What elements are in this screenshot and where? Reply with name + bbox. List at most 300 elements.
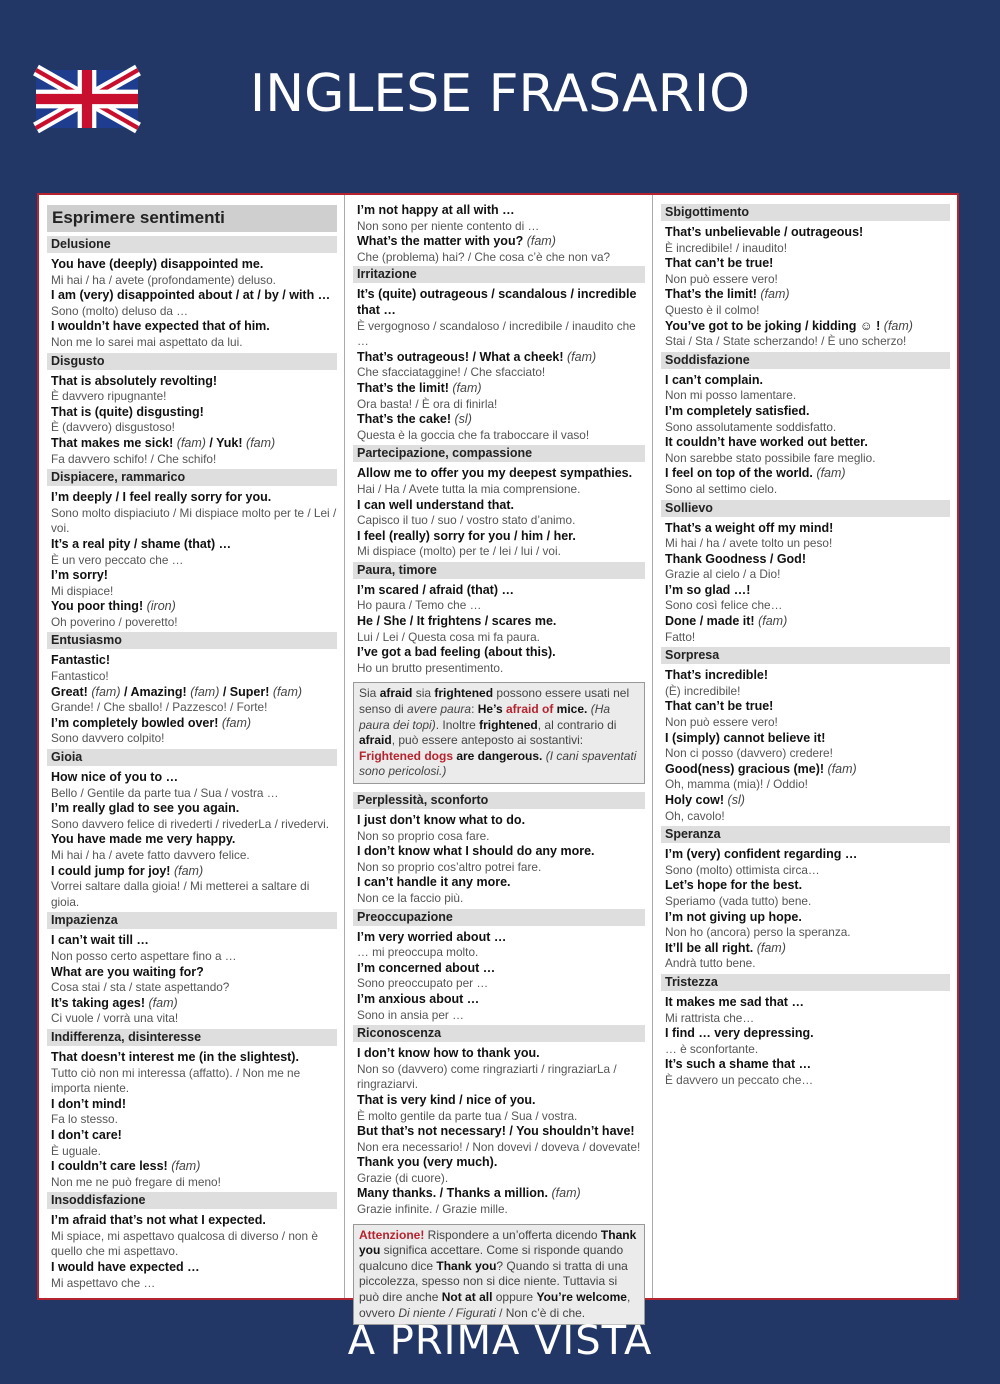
phrase-text: That’s the limit!	[357, 380, 449, 395]
italian-translation: Tutto ciò non mi interessa (affatto). / Non me ne importa niente.	[51, 1065, 301, 1096]
italian-translation: Lui / Lei / Questa cosa mi fa paura.	[357, 629, 540, 644]
italian-translation: Grazie al cielo / a Dio!	[665, 567, 781, 582]
register-tag: (fam)	[221, 715, 252, 730]
english-phrase	[353, 1046, 645, 1062]
english-phrase	[47, 257, 337, 273]
english-phrase	[661, 583, 950, 599]
italian-translation: Sono in ansia per …	[357, 1007, 464, 1022]
phrase-text: You’ve got to be joking / kidding ☺ !	[665, 318, 881, 333]
phrase-text: I couldn’t care less!	[51, 1159, 168, 1174]
english-phrase	[353, 412, 645, 428]
italian-translation: Non era necessario! / Non dovevi / doveva / dovevate!	[357, 1139, 641, 1154]
italian-translation: Grazie (di cuore).	[357, 1170, 449, 1185]
italian-translation: Sono così felice che…	[665, 598, 783, 613]
italian-translation: (È) incredibile!	[665, 683, 741, 698]
note-italic: Di niente / Figurati	[398, 1305, 496, 1320]
english-phrase	[353, 498, 645, 514]
register-tag: (fam)	[272, 684, 303, 699]
section-heading: Sorpresa	[661, 647, 950, 664]
english-phrase	[47, 490, 337, 506]
phrase-text: That’s the limit!	[665, 287, 757, 302]
main-heading: Esprimere sentimenti	[47, 205, 337, 232]
phrase-text: I’m concerned about …	[357, 960, 496, 975]
english-phrase	[661, 910, 950, 926]
register-tag: (fam)	[148, 995, 178, 1010]
phrase-text: That’s unbelievable / outrageous!	[665, 225, 864, 239]
phrase-text: It’s taking ages!	[51, 995, 146, 1010]
register-tag: (fam)	[452, 380, 482, 395]
note-bold: are dangerous.	[453, 748, 543, 763]
section	[353, 1025, 645, 1218]
section	[661, 647, 950, 824]
column-3-sections	[661, 204, 950, 1089]
english-phrase	[353, 583, 645, 599]
phrase-text: I’m afraid that’s not what I expected.	[51, 1213, 266, 1228]
phrase-text: / Amazing!	[120, 684, 187, 699]
english-phrase	[47, 537, 337, 553]
section	[353, 792, 645, 907]
note-text: :	[471, 702, 478, 717]
italian-translation: Speriamo (vada tutto) bene.	[665, 893, 812, 908]
italian-translation: Non sarebbe stato possibile fare meglio.	[665, 450, 876, 465]
section	[47, 912, 337, 1027]
english-phrase	[47, 864, 337, 880]
phrase-text: That’s outrageous! / What a cheek!	[357, 349, 564, 364]
english-phrase	[661, 1057, 950, 1073]
italian-translation: Fatto!	[665, 629, 696, 644]
italian-translation: Sono (molto) ottimista circa…	[665, 862, 820, 877]
phrase-text: I don’t know how to thank you.	[357, 1046, 540, 1061]
phrase-text: I’m scared / afraid (that) …	[357, 582, 514, 597]
italian-translation: Andrà tutto bene.	[665, 956, 756, 971]
phrase-text: That’s the cake!	[357, 412, 452, 427]
phrase-text: That makes me sick!	[51, 435, 174, 450]
english-phrase	[353, 287, 645, 318]
italian-translation: Ho un brutto presentimento.	[357, 660, 504, 675]
phrase-text: I can’t complain.	[665, 372, 763, 387]
english-phrase	[47, 599, 337, 615]
phrase-text: Thank you (very much).	[357, 1155, 498, 1170]
english-phrase	[661, 614, 950, 630]
english-phrase	[353, 930, 645, 946]
section	[661, 826, 950, 972]
register-tag: (fam)	[190, 684, 220, 699]
section-heading: Insoddisfazione	[47, 1192, 337, 1209]
english-phrase	[353, 529, 645, 545]
section-heading: Indifferenza, disinteresse	[47, 1029, 337, 1046]
english-phrase	[47, 374, 337, 390]
section-heading: Partecipazione, compassione	[353, 445, 645, 462]
english-phrase	[353, 844, 645, 860]
register-tag: (fam)	[827, 761, 857, 776]
phrase-text: I’m (very) confident regarding …	[665, 847, 858, 862]
italian-translation: Sono (molto) deluso da …	[51, 303, 189, 318]
english-phrase	[47, 405, 337, 421]
section	[47, 236, 337, 351]
register-tag: (fam)	[176, 435, 206, 450]
section-heading: Disgusto	[47, 353, 337, 370]
note-bold: Thank you	[436, 1258, 497, 1273]
italian-translation: Non so proprio cosa fare.	[357, 828, 490, 843]
italian-translation: Non me lo sarei mai aspettato da lui.	[51, 334, 243, 349]
note-highlight: Attenzione!	[359, 1227, 425, 1242]
register-tag: (fam)	[816, 466, 846, 481]
phrase-text: I’m completely bowled over!	[51, 715, 219, 730]
phrase-text: I don’t mind!	[51, 1096, 126, 1111]
phrase-text: It’s a real pity / shame (that) …	[51, 536, 232, 551]
note-thank-you	[353, 1224, 645, 1326]
register-tag: (fam)	[760, 287, 790, 302]
section-heading: Gioia	[47, 749, 337, 766]
phrase-text: I (simply) cannot believe it!	[665, 730, 826, 745]
note-bold: afraid	[379, 686, 413, 701]
english-phrase	[47, 436, 337, 452]
register-tag: (fam)	[526, 234, 556, 249]
italian-translation: È (davvero) disgustoso!	[51, 420, 175, 435]
phrase-text: But that’s not necessary! / You shouldn’t have!	[357, 1124, 635, 1139]
italian-translation: Sono preoccupato per …	[357, 976, 489, 991]
phrase-text: I find … very depressing.	[665, 1026, 814, 1041]
italian-translation: Grazie infinite. / Grazie mille.	[357, 1202, 508, 1217]
phrasebook-panel	[37, 193, 959, 1320]
italian-translation: Non so proprio cos’altro potrei fare.	[357, 859, 542, 874]
phrase-text: You have (deeply) disappointed me.	[51, 257, 264, 271]
section	[47, 1192, 337, 1291]
register-tag: (fam)	[246, 435, 276, 450]
phrase-text: Great!	[51, 684, 88, 699]
english-phrase	[353, 992, 645, 1008]
italian-translation: Sono davvero colpito!	[51, 731, 165, 746]
phrase-text: It couldn’t have worked out better.	[665, 435, 868, 450]
section	[47, 353, 337, 468]
english-phrase	[661, 699, 950, 715]
english-phrase	[47, 685, 337, 701]
english-phrase	[661, 404, 950, 420]
column-1-sections	[47, 236, 337, 1291]
english-phrase	[353, 614, 645, 630]
english-phrase	[353, 875, 645, 891]
phrase-text: It’s such a shame that …	[665, 1057, 812, 1072]
italian-translation: Ora basta! / È ora di finirla!	[357, 396, 498, 411]
phrase-text: What are you waiting for?	[51, 964, 204, 979]
english-phrase	[47, 965, 337, 981]
english-phrase	[661, 287, 950, 303]
column-2-intro	[353, 203, 645, 265]
english-phrase	[47, 1213, 337, 1229]
phrase-text: I just don’t know what to do.	[357, 813, 526, 827]
phrase-text: I don’t care!	[51, 1127, 122, 1142]
section-heading: Entusiasmo	[47, 632, 337, 649]
italian-translation: Questo è il colmo!	[665, 302, 760, 317]
column-2-sections-b	[353, 792, 645, 1218]
italian-translation: Non sono per niente contento di …	[357, 218, 540, 233]
register-tag: (sl)	[454, 412, 472, 427]
column-2	[345, 195, 653, 1320]
phrase-text: Let’s hope for the best.	[665, 878, 803, 893]
english-phrase	[661, 256, 950, 272]
english-phrase	[353, 381, 645, 397]
english-phrase	[661, 1026, 950, 1042]
note-highlight: afraid of	[506, 702, 554, 717]
phrase-text: I feel on top of the world.	[665, 466, 813, 481]
english-phrase	[47, 1097, 337, 1113]
english-phrase	[661, 731, 950, 747]
english-phrase	[661, 225, 950, 241]
phrase-text: I can’t wait till …	[51, 933, 149, 948]
section	[47, 749, 337, 910]
phrase-text: That is very kind / nice of you.	[357, 1092, 536, 1107]
register-tag: (fam)	[567, 349, 597, 364]
italian-translation: Mi dispiace!	[51, 583, 114, 598]
note-italic: (I cani spaventati sono pericolosi.)	[359, 748, 637, 779]
column-2-sections-a	[353, 266, 645, 676]
phrase-text: I am (very) disappointed about / at / by / with …	[51, 288, 331, 303]
note-bold: afraid	[359, 733, 392, 748]
phrase-text: I don’t know what I should do any more.	[357, 844, 595, 859]
note-text: . Inoltre	[435, 717, 480, 732]
italian-translation: Sono assolutamente soddisfatto.	[665, 419, 837, 434]
italian-translation: È davvero ripugnante!	[51, 389, 167, 404]
note-text: possono essere usati nel senso di	[359, 686, 630, 717]
phrase-text: I would have expected …	[51, 1260, 200, 1275]
italian-translation: Non so (davvero) come ringraziarti / ringraziarLa / ringraziarvi.	[357, 1061, 617, 1092]
phrase-text: Allow me to offer you my deepest sympathies.	[357, 466, 633, 481]
phrase-text: Fantastic!	[51, 653, 111, 668]
italian-translation: Oh, cavolo!	[665, 808, 725, 823]
phrase-text: I’m so glad …!	[665, 582, 751, 597]
italian-translation: … è sconfortante.	[665, 1041, 759, 1056]
english-phrase	[47, 933, 337, 949]
phrase-text: He / She / It frightens / scares me.	[357, 614, 557, 629]
phrase-text: That is absolutely revolting!	[51, 373, 217, 388]
section	[47, 469, 337, 630]
english-phrase	[47, 568, 337, 584]
phrase-text: I’m sorry!	[51, 568, 108, 583]
section	[47, 1029, 337, 1190]
italian-translation: Che sfacciataggine! / Che sfacciato!	[357, 365, 546, 380]
italian-translation: Sono molto dispiaciuto / Mi dispiace molto per te / Lei / voi.	[51, 505, 337, 536]
phrase-text: What’s the matter with you?	[357, 234, 524, 249]
italian-translation: Hai / Ha / Avete tutta la mia comprensione.	[357, 481, 581, 496]
section	[353, 266, 645, 443]
english-phrase	[661, 995, 950, 1011]
english-phrase	[661, 319, 950, 335]
phrase-text: I feel (really) sorry for you / him / her.	[357, 528, 576, 543]
section	[661, 204, 950, 350]
phrase-text: I’m not happy at all with …	[357, 203, 515, 217]
italian-translation: … mi preoccupa molto.	[357, 945, 479, 960]
phrase-text: That’s a weight off my mind!	[665, 520, 834, 535]
italian-translation: Non mi posso lamentare.	[665, 388, 797, 403]
note-italic: (Ha paura dei topi)	[359, 702, 611, 732]
english-phrase	[47, 1128, 337, 1144]
italian-translation: Sono davvero felice di rivederti / rivederLa / rivedervi.	[51, 816, 330, 831]
section-heading: Soddisfazione	[661, 352, 950, 369]
english-phrase	[353, 1124, 645, 1140]
english-phrase	[353, 234, 645, 250]
italian-translation: È uguale.	[51, 1143, 101, 1158]
english-phrase	[353, 1093, 645, 1109]
register-tag: (fam)	[171, 1159, 201, 1174]
italian-translation: Non può essere vero!	[665, 715, 778, 730]
section	[353, 909, 645, 1024]
english-phrase	[661, 941, 950, 957]
phrase-text: I’m very worried about …	[357, 929, 507, 944]
english-phrase	[47, 996, 337, 1012]
english-phrase	[47, 1260, 337, 1276]
italian-translation: Sono al settimo cielo.	[665, 481, 778, 496]
italian-translation: Capisco il tuo / suo / vostro stato d’animo.	[357, 513, 576, 528]
phrase-text: I’m anxious about …	[357, 991, 480, 1006]
note-bold: He’s	[477, 702, 506, 717]
english-phrase	[47, 832, 337, 848]
english-phrase	[47, 1050, 337, 1066]
english-phrase	[661, 373, 950, 389]
english-phrase	[47, 319, 337, 335]
register-tag: (fam)	[173, 863, 204, 878]
italian-translation: Mi hai / ha / avete (profondamente) deluso.	[51, 272, 276, 287]
italian-translation: Grande! / Che sballo! / Pazzesco! / Forte!	[51, 700, 268, 715]
note-text: , al contrario di	[537, 717, 617, 732]
italian-translation: Fa davvero schifo! / Che schifo!	[51, 451, 217, 466]
section	[661, 352, 950, 498]
column-1	[39, 195, 345, 1298]
italian-translation: Mi rattrista che…	[665, 1010, 755, 1025]
note-bold: Not at all	[441, 1290, 493, 1305]
section-heading: Impazienza	[47, 912, 337, 929]
phrase-text: I’m really glad to see you again.	[51, 801, 240, 816]
phrase-text: You have made me very happy.	[51, 832, 236, 847]
english-phrase	[353, 1186, 645, 1202]
italian-translation: Mi aspettavo che …	[51, 1275, 156, 1290]
section	[47, 632, 337, 747]
section-heading: Tristezza	[661, 974, 950, 991]
note-text: ? Quando si tratta di una piccolezza, spesso non si dice niente. Tuttavia si può dire anche	[359, 1258, 628, 1305]
phrase-text: I’m not giving up hope.	[665, 909, 802, 924]
italian-translation: Ho paura / Temo che …	[357, 598, 482, 613]
phrase-text: Many thanks. / Thanks a million.	[357, 1186, 549, 1201]
section-heading: Perplessità, sconforto	[353, 792, 645, 809]
phrase-text: That can’t be true!	[665, 256, 774, 271]
italian-translation: È vergognoso / scandaloso / incredibile / inaudito che …	[357, 318, 636, 349]
column-3	[653, 195, 957, 1298]
section	[661, 500, 950, 646]
italian-translation: È incredibile! / inaudito!	[665, 240, 787, 255]
section-heading: Sbigottimento	[661, 204, 950, 221]
note-text: , può essere anteposto ai sostantivi:	[391, 733, 584, 748]
italian-translation: Stai / Sta / State scherzando! / È uno scherzo!	[665, 334, 907, 349]
italian-translation: Mi spiace, mi aspettavo qualcosa di diverso / non è quello che mi aspettavo.	[51, 1228, 318, 1259]
section-heading: Irritazione	[353, 266, 645, 283]
italian-translation: È davvero un peccato che…	[665, 1072, 814, 1087]
note-text: Rispondere a un’offerta dicendo	[424, 1227, 601, 1242]
english-phrase	[353, 466, 645, 482]
register-tag: (sl)	[727, 793, 745, 807]
italian-translation: Oh, mamma (mia)! / Oddio!	[665, 777, 808, 792]
italian-translation: Non ci posso (davvero) credere!	[665, 746, 833, 761]
phrase-text: Done / made it!	[665, 614, 755, 629]
italian-translation: Vorrei saltare dalla gioia! / Mi metterei a saltare di gioia.	[51, 879, 310, 909]
section-heading: Preoccupazione	[353, 909, 645, 926]
note-text: , ovvero	[359, 1290, 631, 1320]
english-phrase	[353, 813, 645, 829]
english-phrase	[47, 288, 337, 304]
italian-translation: Questa è la goccia che fa traboccare il vaso!	[357, 427, 590, 442]
phrase-text: That is (quite) disgusting!	[51, 404, 204, 419]
english-phrase	[353, 1155, 645, 1171]
phrase-text: Holy cow!	[665, 793, 725, 807]
page-title: INGLESE FRASARIO	[249, 64, 751, 124]
register-tag: (iron)	[146, 599, 176, 614]
section-heading: Speranza	[661, 826, 950, 843]
english-phrase	[47, 653, 337, 669]
section	[661, 974, 950, 1089]
section-heading: Dispiacere, rammarico	[47, 469, 337, 486]
english-phrase	[47, 1159, 337, 1175]
note-italic: avere paura	[407, 702, 472, 717]
phrase-text: I’ve got a bad feeling (about this).	[357, 645, 556, 660]
phrase-text: I’m completely satisfied.	[665, 403, 810, 418]
english-phrase	[661, 466, 950, 482]
note-text: oppure	[492, 1290, 537, 1305]
section-heading: Riconoscenza	[353, 1025, 645, 1042]
italian-translation: Che (problema) hai? / Che cosa c’è che non va?	[357, 249, 611, 264]
note-text: sia	[412, 686, 435, 701]
note-bold: mice.	[553, 702, 588, 717]
english-phrase	[661, 847, 950, 863]
phrase-text: It’ll be all right.	[665, 940, 754, 955]
italian-translation: Fantastico!	[51, 669, 109, 684]
english-phrase	[353, 203, 645, 219]
english-phrase	[661, 435, 950, 451]
note-bold: You’re welcome	[536, 1290, 627, 1305]
phrase-text: That’s incredible!	[665, 668, 769, 683]
section	[353, 562, 645, 677]
register-tag: (fam)	[883, 318, 913, 333]
footer-brand: A PRIMA VISTA	[347, 1318, 653, 1364]
phrase-text: How nice of you to …	[51, 770, 179, 785]
phrase-text: I could jump for joy!	[51, 863, 171, 878]
register-tag: (fam)	[758, 614, 788, 629]
italian-translation: Cosa stai / sta / state aspettando?	[51, 980, 230, 995]
section-heading: Paura, timore	[353, 562, 645, 579]
phrase-text: It makes me sad that …	[665, 994, 804, 1009]
english-phrase	[47, 770, 337, 786]
phrase-text: I’m deeply / I feel really sorry for you.	[51, 490, 272, 505]
register-tag: (fam)	[756, 940, 786, 955]
english-phrase	[47, 716, 337, 732]
italian-translation: Fa lo stesso.	[51, 1112, 118, 1127]
note-bold: frightened	[479, 717, 538, 732]
phrase-text: Good(ness) gracious (me)!	[665, 761, 825, 776]
register-tag: (fam)	[551, 1186, 581, 1201]
phrase-text: That doesn’t interest me (in the slightest).	[51, 1049, 299, 1064]
english-phrase	[661, 878, 950, 894]
note-bold: Thank you	[359, 1227, 637, 1258]
english-phrase	[353, 350, 645, 366]
english-phrase	[661, 762, 950, 778]
english-phrase	[661, 552, 950, 568]
note-text: Sia	[359, 686, 380, 701]
note-text: / Non c’è di che.	[495, 1305, 586, 1320]
italian-translation: Mi dispiace (molto) per te / lei / lui / voi.	[357, 544, 561, 559]
note-text: significa accettare. Come si risponde quando qualcuno dice	[359, 1243, 624, 1273]
phrase-text: I can well understand that.	[357, 497, 514, 512]
english-phrase	[661, 668, 950, 684]
phrase-text: You poor thing!	[51, 599, 144, 614]
phrase-text: Thank Goodness / God!	[665, 551, 806, 566]
italian-translation: Non ce la faccio più.	[357, 890, 464, 905]
